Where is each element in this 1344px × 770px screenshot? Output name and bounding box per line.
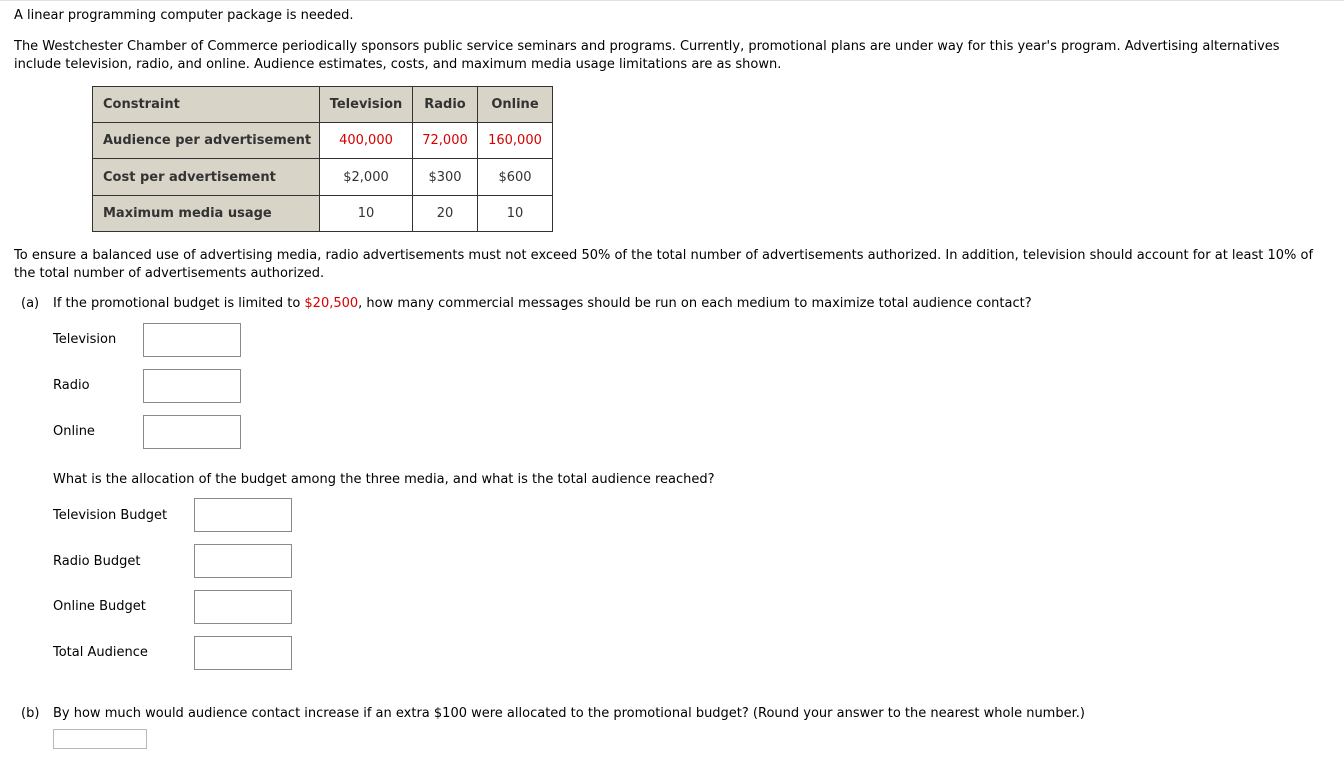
header-television: Television	[320, 87, 413, 123]
television-count-input[interactable]	[144, 324, 240, 356]
allocation-question: What is the allocation of the budget among the three media, and what is the total audience reached?	[53, 472, 715, 487]
radio-budget-input[interactable]	[195, 545, 291, 577]
television-budget-box[interactable]	[194, 498, 292, 532]
part-a-question-start: If the promotional budget is limited to	[53, 296, 305, 311]
online-budget-input[interactable]	[195, 591, 291, 623]
balance-line-2: the total number of advertisements authorized.	[14, 266, 325, 281]
radio-budget-label: Radio Budget	[53, 554, 141, 569]
total-audience-input[interactable]	[195, 637, 291, 669]
balance-line-1: To ensure a balanced use of advertising media, radio advertisements must not exceed 50% of the total number of advertisements authorized. In addition, television should account for at least 10% of	[14, 248, 1314, 263]
audience-increase-input[interactable]	[54, 730, 146, 748]
online-budget-label: Online Budget	[53, 599, 146, 614]
problem-statement	[14, 38, 1332, 74]
radio-count-input[interactable]	[144, 370, 240, 402]
table-row	[93, 196, 553, 232]
part-a-question	[53, 296, 1032, 311]
table-row	[93, 123, 553, 159]
header-radio: Radio	[413, 87, 478, 123]
row-label-audience: Audience per advertisement	[93, 123, 320, 159]
audience-radio: 72,000	[413, 123, 478, 159]
table-row	[93, 159, 553, 196]
online-budget-box[interactable]	[194, 590, 292, 624]
header-online: Online	[478, 87, 553, 123]
table-header-row	[93, 87, 553, 123]
part-b-tag: (b)	[21, 706, 40, 721]
problem-line-2: include television, radio, and online. Audience estimates, costs, and maximum media usage limitations are as shown.	[14, 57, 782, 72]
cost-television: $2,000	[320, 159, 413, 196]
total-audience-label: Total Audience	[53, 645, 148, 660]
max-online: 10	[478, 196, 553, 232]
online-label: Online	[53, 424, 95, 439]
balance-statement	[14, 247, 1332, 283]
television-count-box[interactable]	[143, 323, 241, 357]
online-count-input[interactable]	[144, 416, 240, 448]
part-a-tag: (a)	[21, 296, 40, 311]
problem-line-1: The Westchester Chamber of Commerce periodically sponsors public service seminars and programs. Currently, promotional plans are under way for this year's program. Advertising alternatives	[14, 39, 1280, 54]
audience-increase-box[interactable]	[53, 729, 147, 749]
radio-count-box[interactable]	[143, 369, 241, 403]
package-note: A linear programming computer package is needed.	[14, 8, 354, 23]
radio-budget-box[interactable]	[194, 544, 292, 578]
part-a-question-end: , how many commercial messages should be run on each medium to maximize total audience contact?	[358, 296, 1032, 311]
top-divider	[0, 0, 1344, 1]
audience-online: 160,000	[478, 123, 553, 159]
max-radio: 20	[413, 196, 478, 232]
total-audience-box[interactable]	[194, 636, 292, 670]
television-label: Television	[53, 332, 117, 347]
row-label-cost: Cost per advertisement	[93, 159, 320, 196]
part-b-question: By how much would audience contact increase if an extra $100 were allocated to the promotional budget? (Round your answer to the nearest whole number.)	[53, 706, 1085, 721]
budget-amount: $20,500	[304, 296, 359, 311]
row-label-max-usage: Maximum media usage	[93, 196, 320, 232]
cost-online: $600	[478, 159, 553, 196]
audience-television: 400,000	[320, 123, 413, 159]
television-budget-input[interactable]	[195, 499, 291, 531]
online-count-box[interactable]	[143, 415, 241, 449]
max-television: 10	[320, 196, 413, 232]
header-constraint: Constraint	[93, 87, 320, 123]
cost-radio: $300	[413, 159, 478, 196]
media-constraints-table	[92, 86, 553, 232]
television-budget-label: Television Budget	[53, 508, 168, 523]
radio-label: Radio	[53, 378, 90, 393]
